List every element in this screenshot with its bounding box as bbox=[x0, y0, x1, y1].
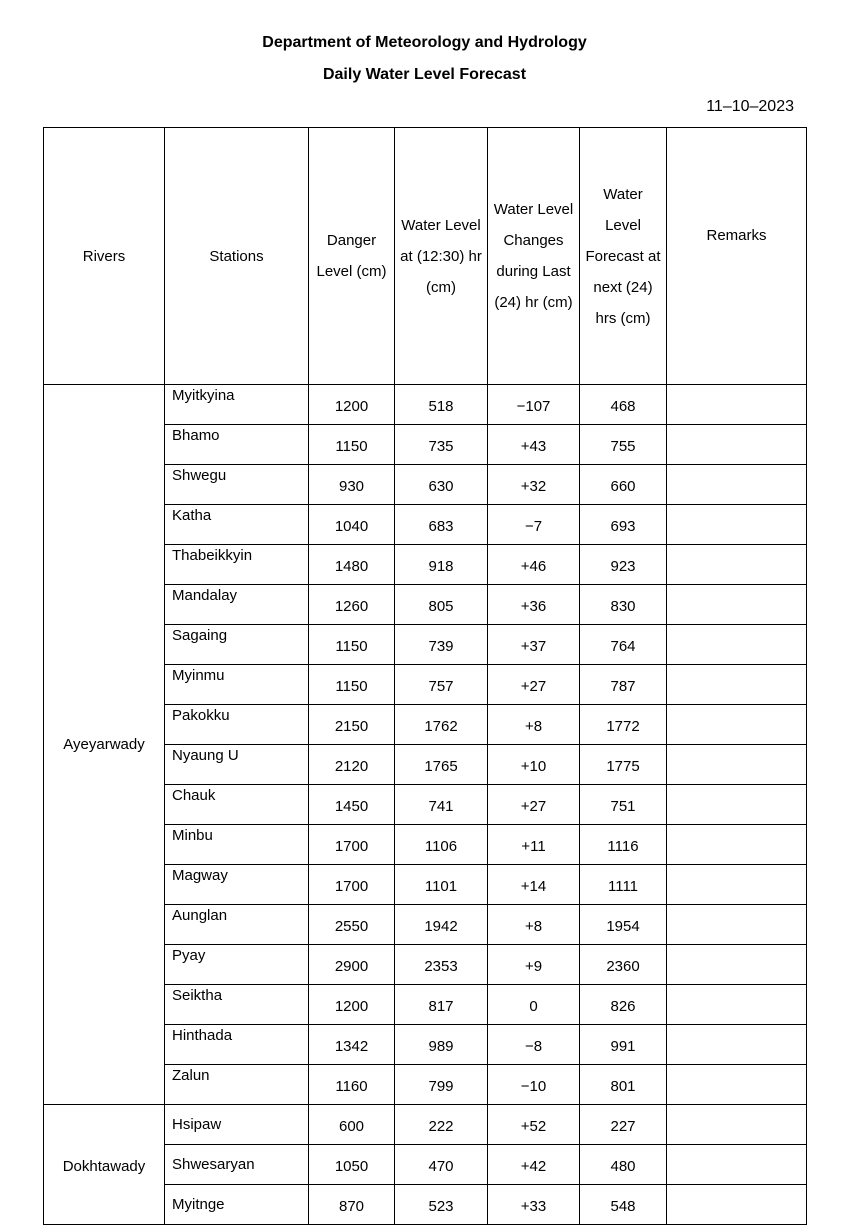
forecast-cell: 764 bbox=[580, 625, 667, 665]
remarks-cell bbox=[667, 1145, 807, 1185]
danger-level-cell: 2550 bbox=[309, 905, 395, 945]
forecast-cell: 660 bbox=[580, 465, 667, 505]
station-name: Myitnge bbox=[165, 1185, 309, 1225]
remarks-cell bbox=[667, 905, 807, 945]
water-level-cell: 630 bbox=[395, 465, 488, 505]
level-change-cell: −10 bbox=[488, 1065, 580, 1105]
water-level-cell: 518 bbox=[395, 385, 488, 425]
remarks-cell bbox=[667, 785, 807, 825]
danger-level-cell: 1040 bbox=[309, 505, 395, 545]
danger-level-cell: 1200 bbox=[309, 985, 395, 1025]
water-level-cell: 523 bbox=[395, 1185, 488, 1225]
forecast-cell: 227 bbox=[580, 1105, 667, 1145]
water-level-cell: 470 bbox=[395, 1145, 488, 1185]
level-change-cell: −7 bbox=[488, 505, 580, 545]
table-row bbox=[44, 1105, 807, 1145]
forecast-cell: 1116 bbox=[580, 825, 667, 865]
level-change-cell: −107 bbox=[488, 385, 580, 425]
water-level-cell: 741 bbox=[395, 785, 488, 825]
forecast-cell: 991 bbox=[580, 1025, 667, 1065]
forecast-cell: 1772 bbox=[580, 705, 667, 745]
danger-level-cell: 1480 bbox=[309, 545, 395, 585]
forecast-cell: 1775 bbox=[580, 745, 667, 785]
level-change-cell: +33 bbox=[488, 1185, 580, 1225]
remarks-cell bbox=[667, 545, 807, 585]
water-level-cell: 757 bbox=[395, 665, 488, 705]
water-level-table bbox=[43, 127, 807, 1225]
station-name: Zalun bbox=[165, 1065, 309, 1105]
station-name: Thabeikkyin bbox=[165, 545, 309, 585]
station-name: Aunglan bbox=[165, 905, 309, 945]
level-change-cell: +37 bbox=[488, 625, 580, 665]
station-name: Hsipaw bbox=[165, 1105, 309, 1145]
level-change-cell: +46 bbox=[488, 545, 580, 585]
table-row bbox=[44, 385, 807, 425]
level-change-cell: +27 bbox=[488, 785, 580, 825]
water-level-cell: 1765 bbox=[395, 745, 488, 785]
danger-level-cell: 1150 bbox=[309, 625, 395, 665]
station-name: Magway bbox=[165, 865, 309, 905]
danger-level-cell: 1700 bbox=[309, 865, 395, 905]
station-name: Shwesaryan bbox=[165, 1145, 309, 1185]
danger-level-cell: 2900 bbox=[309, 945, 395, 985]
water-level-cell: 1942 bbox=[395, 905, 488, 945]
water-level-cell: 1762 bbox=[395, 705, 488, 745]
remarks-cell bbox=[667, 1185, 807, 1225]
level-change-cell: +8 bbox=[488, 705, 580, 745]
water-level-cell: 1106 bbox=[395, 825, 488, 865]
remarks-cell bbox=[667, 745, 807, 785]
forecast-cell: 755 bbox=[580, 425, 667, 465]
water-level-cell: 817 bbox=[395, 985, 488, 1025]
level-change-cell: +9 bbox=[488, 945, 580, 985]
level-change-cell: +27 bbox=[488, 665, 580, 705]
station-name: Bhamo bbox=[165, 425, 309, 465]
level-change-cell: +14 bbox=[488, 865, 580, 905]
forecast-cell: 468 bbox=[580, 385, 667, 425]
danger-level-cell: 1450 bbox=[309, 785, 395, 825]
remarks-cell bbox=[667, 865, 807, 905]
department-title: Department of Meteorology and Hydrology bbox=[262, 34, 587, 51]
danger-level-cell: 2120 bbox=[309, 745, 395, 785]
col-header-water-level: Water Level at (12:30) hr (cm) bbox=[395, 128, 488, 385]
remarks-cell bbox=[667, 505, 807, 545]
water-level-cell: 799 bbox=[395, 1065, 488, 1105]
remarks-cell bbox=[667, 1025, 807, 1065]
remarks-cell bbox=[667, 585, 807, 625]
level-change-cell: +10 bbox=[488, 745, 580, 785]
level-change-cell: +52 bbox=[488, 1105, 580, 1145]
remarks-cell bbox=[667, 945, 807, 985]
danger-level-cell: 1342 bbox=[309, 1025, 395, 1065]
col-header-rivers: Rivers bbox=[44, 128, 165, 385]
station-name: Pakokku bbox=[165, 705, 309, 745]
table-body bbox=[44, 385, 807, 1225]
remarks-cell bbox=[667, 385, 807, 425]
remarks-cell bbox=[667, 665, 807, 705]
station-name: Hinthada bbox=[165, 1025, 309, 1065]
station-name: Chauk bbox=[165, 785, 309, 825]
level-change-cell: +42 bbox=[488, 1145, 580, 1185]
danger-level-cell: 870 bbox=[309, 1185, 395, 1225]
water-level-cell: 2353 bbox=[395, 945, 488, 985]
forecast-cell: 480 bbox=[580, 1145, 667, 1185]
forecast-cell: 1111 bbox=[580, 865, 667, 905]
river-name: Ayeyarwady bbox=[44, 385, 165, 1105]
col-header-remarks: Remarks bbox=[667, 128, 807, 385]
level-change-cell: +32 bbox=[488, 465, 580, 505]
level-change-cell: +36 bbox=[488, 585, 580, 625]
remarks-cell bbox=[667, 425, 807, 465]
remarks-cell bbox=[667, 465, 807, 505]
remarks-cell bbox=[667, 825, 807, 865]
forecast-cell: 830 bbox=[580, 585, 667, 625]
level-change-cell: 0 bbox=[488, 985, 580, 1025]
station-name: Shwegu bbox=[165, 465, 309, 505]
forecast-cell: 751 bbox=[580, 785, 667, 825]
danger-level-cell: 600 bbox=[309, 1105, 395, 1145]
water-level-cell: 739 bbox=[395, 625, 488, 665]
danger-level-cell: 1260 bbox=[309, 585, 395, 625]
forecast-cell: 693 bbox=[580, 505, 667, 545]
forecast-cell: 826 bbox=[580, 985, 667, 1025]
remarks-cell bbox=[667, 705, 807, 745]
station-name: Katha bbox=[165, 505, 309, 545]
forecast-cell: 801 bbox=[580, 1065, 667, 1105]
station-name: Myinmu bbox=[165, 665, 309, 705]
water-level-cell: 683 bbox=[395, 505, 488, 545]
report-title: Daily Water Level Forecast bbox=[322, 66, 527, 83]
col-header-danger-level: Danger Level (cm) bbox=[309, 128, 395, 385]
level-change-cell: +8 bbox=[488, 905, 580, 945]
water-level-cell: 805 bbox=[395, 585, 488, 625]
level-change-cell: +43 bbox=[488, 425, 580, 465]
danger-level-cell: 1150 bbox=[309, 665, 395, 705]
station-name: Pyay bbox=[165, 945, 309, 985]
report-date: 11–10–2023 bbox=[706, 98, 794, 115]
danger-level-cell: 930 bbox=[309, 465, 395, 505]
danger-level-cell: 1700 bbox=[309, 825, 395, 865]
danger-level-cell: 1160 bbox=[309, 1065, 395, 1105]
station-name: Minbu bbox=[165, 825, 309, 865]
water-level-cell: 735 bbox=[395, 425, 488, 465]
remarks-cell bbox=[667, 985, 807, 1025]
forecast-cell: 923 bbox=[580, 545, 667, 585]
level-change-cell: +11 bbox=[488, 825, 580, 865]
river-name: Dokhtawady bbox=[44, 1105, 165, 1225]
water-level-cell: 1101 bbox=[395, 865, 488, 905]
forecast-cell: 548 bbox=[580, 1185, 667, 1225]
remarks-cell bbox=[667, 1105, 807, 1145]
water-level-cell: 222 bbox=[395, 1105, 488, 1145]
col-header-forecast: Water Level Forecast at next (24) hrs (cm) bbox=[580, 128, 667, 385]
col-header-stations: Stations bbox=[165, 128, 309, 385]
water-level-cell: 989 bbox=[395, 1025, 488, 1065]
station-name: Sagaing bbox=[165, 625, 309, 665]
station-name: Nyaung U bbox=[165, 745, 309, 785]
forecast-cell: 1954 bbox=[580, 905, 667, 945]
col-header-changes: Water Level Changes during Last (24) hr (cm) bbox=[488, 128, 580, 385]
danger-level-cell: 1200 bbox=[309, 385, 395, 425]
forecast-cell: 787 bbox=[580, 665, 667, 705]
water-level-cell: 918 bbox=[395, 545, 488, 585]
forecast-cell: 2360 bbox=[580, 945, 667, 985]
danger-level-cell: 2150 bbox=[309, 705, 395, 745]
remarks-cell bbox=[667, 1065, 807, 1105]
danger-level-cell: 1150 bbox=[309, 425, 395, 465]
level-change-cell: −8 bbox=[488, 1025, 580, 1065]
station-name: Seiktha bbox=[165, 985, 309, 1025]
station-name: Myitkyina bbox=[165, 385, 309, 425]
remarks-cell bbox=[667, 625, 807, 665]
table-header-row bbox=[44, 128, 807, 385]
danger-level-cell: 1050 bbox=[309, 1145, 395, 1185]
station-name: Mandalay bbox=[165, 585, 309, 625]
